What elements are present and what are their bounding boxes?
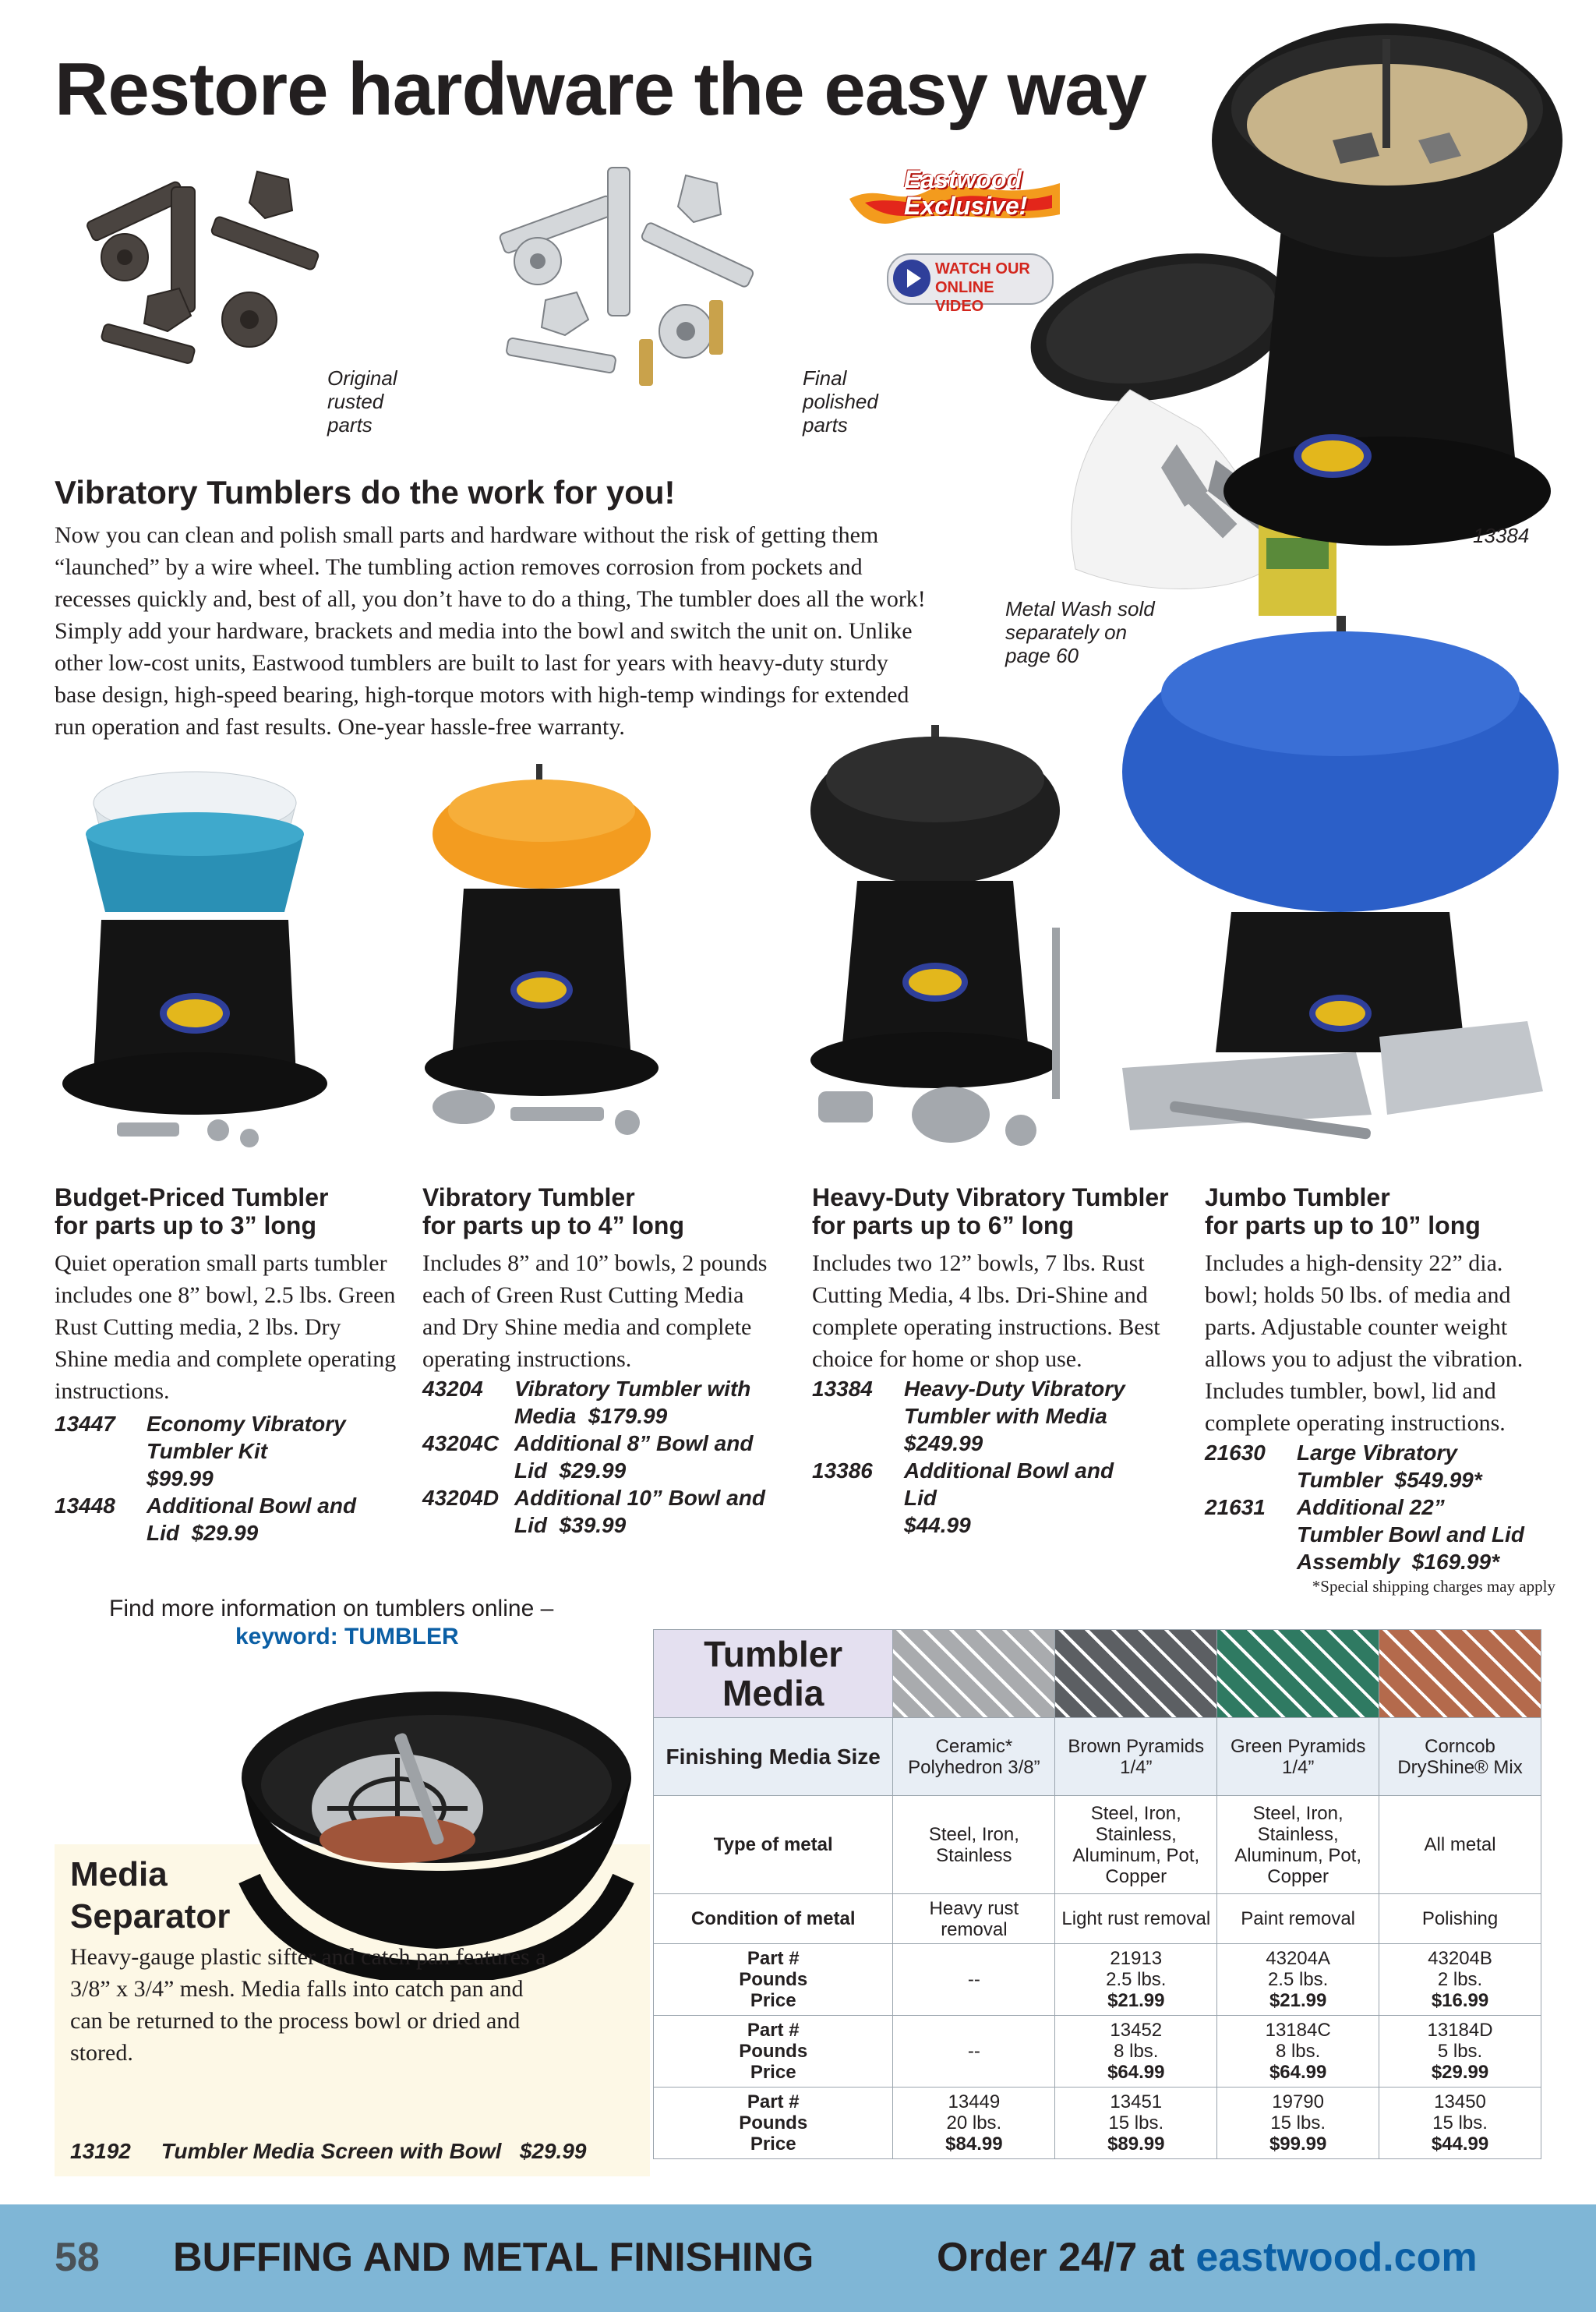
play-icon [893,260,930,297]
media-swatch [893,1630,1055,1718]
order-items [812,1375,1138,1539]
order-item: 43204 Vibratory Tumbler with Media $179.99 [422,1377,751,1428]
caption-original: Original rusted parts [327,366,397,437]
price-row-label: Part # Pounds Price [654,2088,893,2159]
separator-description: Heavy-gauge plastic sifter and catch pan features a 3/8” x 3/4” mesh. Media falls into catch pan and can be returned to the process bowl or dried and stored. [70,1944,546,2066]
price-cell: 43204A 2.5 lbs. $21.99 [1217,1944,1379,2016]
table-cell: Heavy rust removal [893,1894,1055,1944]
caption-metal-wash: Metal Wash sold separately on page 60 [1005,597,1155,667]
product-vibratory [422,1183,789,1539]
price-cell: 13452 8 lbs. $64.99 [1055,2016,1217,2088]
price-cell: 19790 15 lbs. $99.99 [1217,2088,1379,2159]
more-info-text: Find more information on tumblers online – [109,1596,554,1621]
jumbo-tumbler-photo [1122,616,1559,1177]
order-item: 43204D Additional 10” Bowl and Lid $39.99 [422,1486,766,1537]
order-item: 21630 Large Vibratory Tumbler $549.99* [1205,1441,1482,1492]
row-label: Condition of metal [654,1894,893,1944]
order-item: 13386 Additional Bowl and Lid $44.99 [812,1458,1114,1537]
order-item: 13447 Economy Vibratory Tumbler Kit $99.99 [55,1412,346,1490]
column-header: Ceramic* Polyhedron 3/8” [893,1718,1055,1796]
media-swatch [1217,1630,1379,1718]
price-cell: 13451 15 lbs. $89.99 [1055,2088,1217,2159]
product-heading: Jumbo Tumbler [1205,1183,1390,1211]
separator-heading: Media Separator [70,1855,231,1936]
keyword-link[interactable]: keyword: TUMBLER [235,1624,459,1649]
price-row-label: Part # Pounds Price [654,2016,893,2088]
caption-final: Final polished parts [803,366,878,437]
price-cell: 13184D 5 lbs. $29.99 [1379,2016,1541,2088]
separator-order-item: 13192 Tumbler Media Screen with Bowl $29.99 [70,2139,587,2163]
order-line: Order 24/7 at eastwood.com [937,2235,1478,2280]
column-header: Green Pyramids 1/4” [1217,1718,1379,1796]
table-cell: All metal [1379,1796,1541,1894]
site-link[interactable]: eastwood.com [1195,2235,1478,2280]
tumbler-media-table [653,1629,1541,2159]
column-header: Corncob DryShine® Mix [1379,1718,1541,1796]
product-description: Includes two 12” bowls, 7 lbs. Rust Cutting Media, 4 lbs. Dri-Shine and complete operating instructions. Best choice for home or shop use. [812,1250,1160,1372]
product-description: Includes a high-density 22” dia. bowl; holds 50 lbs. of media and parts. Adjustable counter weight allows you to adjust the vibration. Includes tumbler, bowl, lid and complete operating instructions. [1205,1250,1524,1436]
order-item: 13448 Additional Bowl and Lid $29.99 [55,1494,357,1545]
order-items [55,1410,397,1547]
vibratory-tumbler-photo [425,764,659,1177]
table-cell: Paint removal [1217,1894,1379,1944]
polished-parts-photo [452,144,795,425]
intro-body: Now you can clean and polish small parts and hardware without the risk of getting them “launched” by a wire wheel. The tumbling action removes corrosion from pockets and recesses quickly and, best of all, you don’t have to do a thing, The tumbler does all the work! Simply add your hardware, brackets and media into the bowl and switch the unit on. Unlike other low-cost units, Eastwood tumblers are built to last for years with heavy-duty sturdy base design, high-speed bearing, high-torque motors with high-temp windings for extended run operation and fast results. One-year hassle-free warranty. [55,522,926,740]
price-cell: 21913 2.5 lbs. $21.99 [1055,1944,1217,2016]
rusted-parts-photo [55,140,343,421]
table-cell: Polishing [1379,1894,1541,1944]
price-cell: 13449 20 lbs. $84.99 [893,2088,1055,2159]
price-cell: -- [893,1944,1055,2016]
product-heading: Vibratory Tumbler [422,1183,635,1211]
price-cell: 13450 15 lbs. $44.99 [1379,2088,1541,2159]
section-title: BUFFING AND METAL FINISHING [173,2235,814,2280]
table-title: Tumbler Media [654,1630,893,1718]
watch-video-label: WATCH OUR ONLINE VIDEO [935,260,1030,315]
footer-bar [0,2204,1596,2312]
shipping-note: *Special shipping charges may apply [1312,1577,1555,1596]
table-cell: Steel, Iron, Stainless, Aluminum, Pot, Copper [1055,1796,1217,1894]
product-subheading: for parts up to 4” long [422,1211,684,1239]
price-cell: 13184C 8 lbs. $64.99 [1217,2016,1379,2088]
eastwood-exclusive-badge: Eastwood Exclusive! [849,160,1060,230]
budget-tumbler-photo [62,756,327,1177]
size-header: Finishing Media Size [654,1718,893,1796]
product-budget [55,1183,397,1547]
product-description: Includes 8” and 10” bowls, 2 pounds each of Green Rust Cutting Media and Dry Shine media and complete operating instructions. [422,1250,768,1372]
intro-heading: Vibratory Tumblers do the work for you! [55,474,676,511]
column-header: Brown Pyramids 1/4” [1055,1718,1217,1796]
price-row-label: Part # Pounds Price [654,1944,893,2016]
price-cell: 43204B 2 lbs. $16.99 [1379,1944,1541,2016]
order-item: 43204C Additional 8” Bowl and Lid $29.99 [422,1431,754,1483]
product-jumbo [1205,1183,1555,1596]
media-swatch [1055,1630,1217,1718]
order-items [1205,1439,1531,1575]
order-items [422,1375,789,1539]
caption-hero-part: 13384 [1473,524,1530,547]
page-number: 58 [55,2235,100,2280]
product-description: Quiet operation small parts tumbler includes one 8” bowl, 2.5 lbs. Green Rust Cutting media, 2 lbs. Dry Shine media and complete operating instructions. [55,1250,397,1404]
product-subheading: for parts up to 3” long [55,1211,316,1239]
product-subheading: for parts up to 6” long [812,1211,1074,1239]
price-cell: -- [893,2016,1055,2088]
row-label: Type of metal [654,1796,893,1894]
product-heavy-duty [812,1183,1186,1539]
media-separator-photo [234,1684,639,1980]
table-cell: Light rust removal [1055,1894,1217,1944]
table-cell: Steel, Iron, Stainless, Aluminum, Pot, Copper [1217,1796,1379,1894]
media-swatch [1379,1630,1541,1718]
more-info [109,1595,608,1651]
order-item: 21631 Additional 22” Tumbler Bowl and Lid Assembly $169.99* [1205,1495,1524,1574]
page-title: Restore hardware the easy way [55,48,1147,131]
product-subheading: for parts up to 10” long [1205,1211,1481,1239]
table-cell: Steel, Iron, Stainless [893,1796,1055,1894]
heavy-duty-vibratory-tumbler-photo [795,725,1075,1177]
product-heading: Budget-Priced Tumbler [55,1183,329,1211]
product-heading: Heavy-Duty Vibratory Tumbler [812,1183,1169,1211]
order-item: 13384 Heavy-Duty Vibratory Tumbler with Media $249.99 [812,1377,1125,1455]
